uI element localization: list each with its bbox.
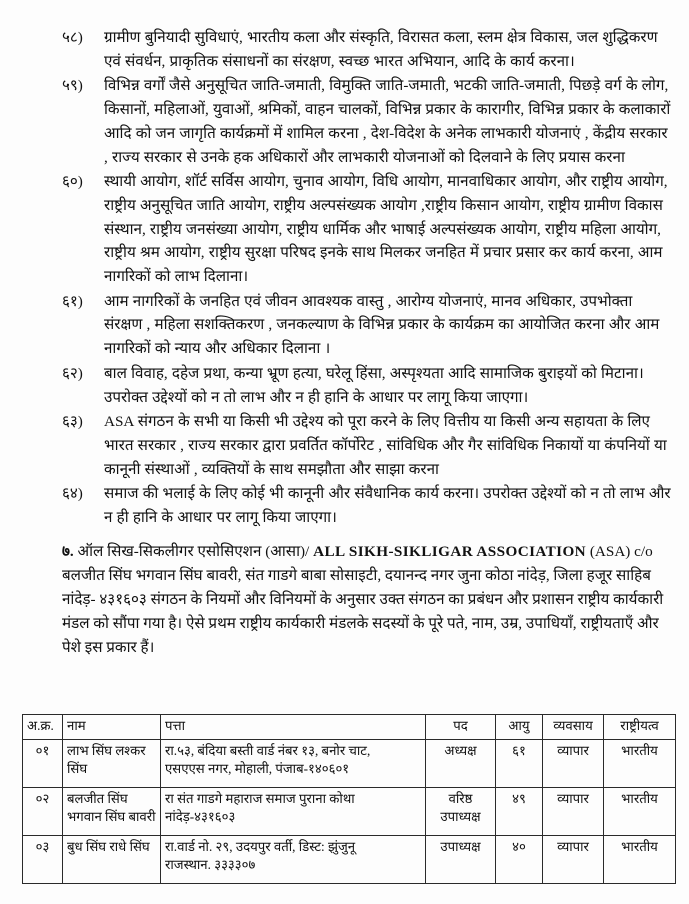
cell-nationality: भारतीय <box>604 835 676 883</box>
cell-position <box>426 739 496 787</box>
section-heading-hindi: ऑल सिख-सिकलीगर एसोसिएशन (आसा)/ <box>77 542 310 560</box>
name-line-1: बुध सिंघ राधे सिंघ <box>67 838 150 854</box>
cell-address <box>161 835 426 883</box>
clause-number: ५८) <box>62 29 83 46</box>
name-line-1: लाभ सिंघ लश्कर <box>67 742 146 758</box>
column-header-name: नाम <box>63 715 161 740</box>
table-header <box>23 715 676 740</box>
column-header-serial: अ.क्र. <box>23 715 63 740</box>
name-line-2: सिंघ <box>67 761 88 777</box>
cell-position <box>426 835 496 883</box>
cell-position <box>426 787 496 835</box>
clause-text: बाल विवाह, दहेज प्रथा, कन्या भ्रूण हत्या, घरेलू हिंसा, अस्पृश्यता आदि सामाजिक बुराइयों को मिटाना। उपरोक्त उद्देश्यों को न तो लाभ और न ही हानि के आधार पर लागू किया जाएगा। <box>104 364 644 406</box>
cell-address <box>161 787 426 835</box>
cell-age: ६१ <box>496 739 543 787</box>
executive-board-table <box>22 714 676 884</box>
name-line-1: बलजीत सिंघ <box>67 790 128 806</box>
section-number: ७. <box>62 542 74 560</box>
clause-text: स्थायी आयोग, शॉर्ट सर्विस आयोग, चुनाव आयोग, विधि आयोग, मानवाधिकार आयोग, और राष्ट्रीय आयोग, राष्ट्रीय अनुसूचित जाति आयोग, राष्ट्रीय अल्पसंख्यक आयोग ,राष्ट्रीय किसान आयोग, राष्ट्रीय ग्रामीण विकास संस्थान, राष्ट्रीय जनसंख्या आयोग, राष्ट्रीय धार्मिक और भाषाई अल्पसंख्यक आयोग, राष्ट्रीय महिला आयोग, राष्ट्रीय श्रम आयोग, राष्ट्रीय सुरक्षा परिषद इनके साथ मिलकर जनहित में प्रचार प्रसार कर कार्य करना, आम नागरिकों को लाभ दिलाना। <box>104 173 668 286</box>
column-header-address: पत्ता <box>161 715 426 740</box>
clause-item <box>14 482 675 529</box>
clause-number: ६०) <box>62 173 83 191</box>
table-row <box>23 787 676 835</box>
address-line-2: एसएएस नगर, मोहाली, पंजाब-१४०६०१ <box>165 761 350 777</box>
clause-number: ५९) <box>62 77 83 95</box>
column-header-nationality: राष्ट्रीयत्व <box>604 715 676 740</box>
clause-text: ग्रामीण बुनियादी सुविधाएं, भारतीय कला और संस्कृति, विरासत कला, स्लम क्षेत्र विकास, जल शुद्धिकरण एवं संवर्धन, प्राकृतिक संसाधनों का संरक्षण, स्वच्छ भारत अभियान, आदि के कार्य करना। <box>104 29 658 70</box>
section-body-text: (ASA) c/o बलजीत सिंघ भगवान सिंघ बावरी, संत गाडगे बाबा सोसाइटी, दयानन्द नगर जुना कोठा नांदेड़, जिला हजूर साहिब नांदेड़- ४३१६०३ संगठन के नियमों और विनियमों के अनुसार उक्त संगठन का प्रबंधन और प्रशासन राष्ट्रीय कार्यकारी मंडल को सौंपा गया है। ऐसे प्रथम राष्ट्रीय कार्यकारी मंडलके सदस्यों के पूरे पते, नाम, उम्र, उपाधियाँ, राष्ट्रीयताएँ और पेशे इस प्रकार हैं। <box>62 542 664 656</box>
table-header-row <box>23 715 676 740</box>
cell-nationality: भारतीय <box>604 787 676 835</box>
column-header-position: पद <box>426 715 496 740</box>
table-row <box>23 835 676 883</box>
clause-list <box>14 26 675 530</box>
cell-name <box>63 787 161 835</box>
address-line-1: रा.५३, बंदिया बस्ती वार्ड नंबर १३, बनोर चाट, <box>165 742 371 758</box>
position-line-2: उपाध्यक्ष <box>440 809 481 825</box>
clause-number: ६४) <box>62 485 83 503</box>
clause-text: समाज की भलाई के लिए कोई भी कानूनी और संवैधानिक कार्य करना। उपरोक्त उद्देश्यों को न तो लाभ और न ही हानि के आधार पर लागू किया जाएगा। <box>104 485 671 527</box>
clause-item <box>14 410 675 481</box>
clause-item <box>14 170 675 289</box>
clause-item <box>14 362 675 409</box>
cell-name <box>63 739 161 787</box>
section-seven <box>14 540 675 660</box>
cell-nationality: भारतीय <box>604 739 676 787</box>
table-body <box>23 739 676 883</box>
cell-age: ४० <box>496 835 543 883</box>
position-line-1: वरिष्ठ <box>448 790 473 806</box>
clause-item <box>14 290 675 361</box>
cell-serial: ०१ <box>23 739 63 787</box>
section-heading-english: ALL SIKH-SIKLIGAR ASSOCIATION <box>313 542 587 560</box>
clause-number: ६२) <box>62 364 83 382</box>
cell-occupation: व्यापार <box>543 835 604 883</box>
position-line-1: उपाध्यक्ष <box>440 838 481 854</box>
clause-number: ६१) <box>62 292 83 310</box>
clause-item <box>14 74 675 169</box>
clause-item <box>14 26 675 73</box>
clause-text: आम नागरिकों के जनहित एवं जीवन आवश्यक वास्तु , आरोग्य योजनाएं, मानव अधिकार, उपभोक्ता संरक्षण , महिला सशक्तिकरण , जनकल्याण के विभिन्न प्रकार के कार्यक्रम का आयोजित करना और आम नागरिकों को न्याय और अधिकार दिलाना । <box>104 292 660 358</box>
clause-number: ६३) <box>62 413 83 431</box>
cell-occupation: व्यापार <box>543 787 604 835</box>
position-line-1: अध्यक्ष <box>444 742 477 758</box>
cell-occupation: व्यापार <box>543 739 604 787</box>
address-line-1: रा संत गाडगे महाराज समाज पुराना कोथा <box>165 790 355 806</box>
address-line-1: रा.वार्ड नो. २९, उदयपुर वर्ती, डिस्ट: झुंजुनू <box>165 838 356 854</box>
column-header-age: आयु <box>496 715 543 740</box>
address-line-2: नांदेड़-४३१६०३ <box>165 809 236 825</box>
clause-text: ASA संगठन के सभी या किसी भी उद्देश्य को पूरा करने के लिए वित्तीय या किसी अन्य सहायता के लिए भारत सरकार , राज्य सरकार द्वारा प्रवर्तित कॉर्पोरेट , सांविधिक और गैर सांविधिक निकायों या कंपनियों या कानूनी संस्थाओं , व्यक्तियों के साथ समझौता और साझा करना <box>104 413 667 478</box>
clause-text: विभिन्न वर्गों जैसे अनुसूचित जाति-जमाती, विमुक्ति जाति-जमाती, भटकी जाति-जमाती, पिछड़े वर्ग के लोग, किसानों, महिलाओं, युवाओं, श्रमिकों, वाहन चालकों, विभिन्न प्रकार के कारागीर, विभिन्न प्रकार के कलाकारों आदि को जन जागृति कार्यक्रमों में शामिल करना , देश-विदेश के अनेक लाभकारी योजनाएं , केंद्रीय सरकार , राज्य सरकार से उनके हक अधिकारों और लाभकारी योजनाओं को दिलवाने के लिए प्रयास करना <box>104 77 671 166</box>
cell-address <box>161 739 426 787</box>
address-line-2: राजस्थान. ३३३३०७ <box>165 857 256 873</box>
cell-serial: ०३ <box>23 835 63 883</box>
table-row <box>23 739 676 787</box>
cell-age: ४९ <box>496 787 543 835</box>
column-header-occupation: व्यवसाय <box>543 715 604 740</box>
cell-serial: ०२ <box>23 787 63 835</box>
name-line-2: भगवान सिंघ बावरी <box>67 809 156 825</box>
cell-name <box>63 835 161 883</box>
